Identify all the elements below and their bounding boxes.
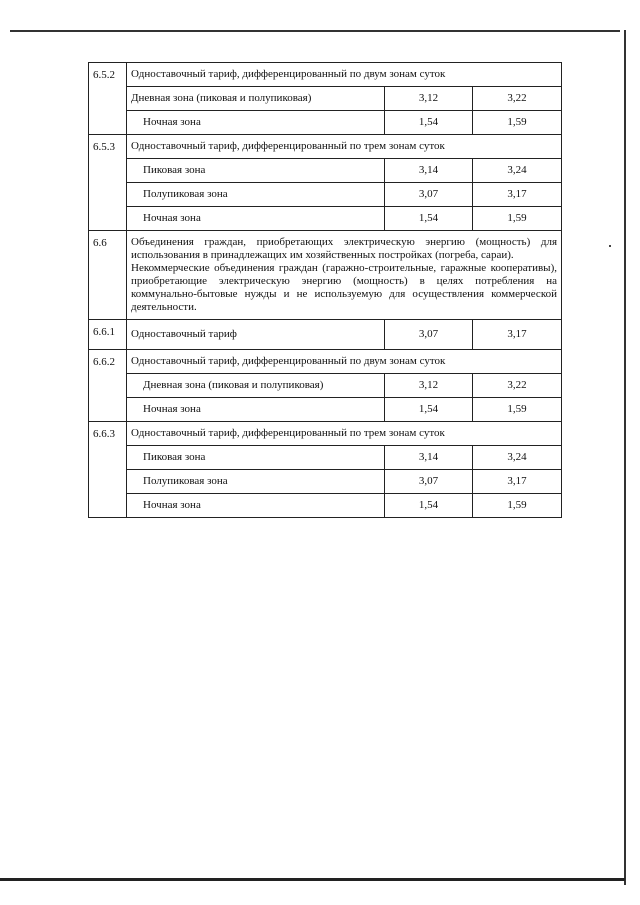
table-row [89,207,562,231]
tariff-value-first-half: 1,54 [385,111,473,135]
tariff-value-first-half: 3,14 [385,159,473,183]
item-number: 6.6.3 [89,422,127,518]
tariff-value-second-half: 1,59 [473,398,562,422]
table-row [89,494,562,518]
tariff-value-second-half: 3,24 [473,446,562,470]
tariff-value-first-half: 3,12 [385,87,473,111]
tariff-value-first-half: 3,07 [385,183,473,207]
table-row [89,135,562,159]
table-row [89,446,562,470]
section-heading: Одноставочный тариф, дифференцированный по трем зонам суток [127,135,562,159]
section-heading: Одноставочный тариф, дифференцированный по трем зонам суток [127,422,562,446]
section-heading: Одноставочный тариф, дифференцированный по двум зонам суток [127,63,562,87]
table-row [89,422,562,446]
tariff-value-second-half: 1,59 [473,207,562,231]
zone-label: Ночная зона [127,207,385,231]
section-heading: Одноставочный тариф, дифференцированный по двум зонам суток [127,350,562,374]
tariff-value-second-half: 3,22 [473,87,562,111]
table-row [89,87,562,111]
zone-label: Ночная зона [127,398,385,422]
tariff-value-first-half: 3,14 [385,446,473,470]
tariff-value-second-half: 3,17 [473,183,562,207]
zone-label: Ночная зона [127,111,385,135]
tariff-value-first-half: 3,12 [385,374,473,398]
tariff-value-first-half: 3,07 [385,470,473,494]
tariff-value-first-half: 1,54 [385,207,473,231]
tariff-value-second-half: 1,59 [473,494,562,518]
tariff-table [88,62,562,518]
table-row [89,63,562,87]
zone-label: Полупиковая зона [127,470,385,494]
tariff-value-second-half: 3,17 [473,470,562,494]
table-row [89,231,562,320]
tariff-label: Одноставочный тариф [127,320,385,350]
scan-border-bottom [0,878,625,881]
description-paragraph: Некоммерческие объединения граждан (гаражно-строительные, гаражные кооперативы), приобретающие электрическую энергию (мощность) в целях потребления на коммунально-бытовые нужды и не используемую для осуществления коммерческой деятельности. [131,262,557,313]
tariff-value-second-half: 1,59 [473,111,562,135]
tariff-value-first-half: 1,54 [385,494,473,518]
description-paragraph: Объединения граждан, приобретающих электрическую энергию (мощность) для использования в принадлежащих им хозяйственных постройках (погреба, сараи). [131,236,557,261]
table-row [89,398,562,422]
table-row [89,320,562,350]
zone-label: Пиковая зона [127,446,385,470]
item-number: 6.5.3 [89,135,127,231]
table-row [89,350,562,374]
table-row [89,470,562,494]
item-number: 6.5.2 [89,63,127,135]
table-row [89,374,562,398]
zone-label: Пиковая зона [127,159,385,183]
table-row [89,111,562,135]
item-number: 6.6.2 [89,350,127,422]
scan-border-top [10,30,620,32]
tariff-value-first-half: 3,07 [385,320,473,350]
table-row [89,183,562,207]
tariff-value-second-half: 3,24 [473,159,562,183]
scan-speck [609,245,611,247]
table-row [89,159,562,183]
zone-label: Полупиковая зона [127,183,385,207]
tariff-value-second-half: 3,17 [473,320,562,350]
item-number: 6.6.1 [89,320,127,350]
consumer-group-description [127,231,562,320]
tariff-value-second-half: 3,22 [473,374,562,398]
scan-border-right [624,30,626,885]
zone-label: Дневная зона (пиковая и полупиковая) [127,87,385,111]
zone-label: Дневная зона (пиковая и полупиковая) [127,374,385,398]
item-number: 6.6 [89,231,127,320]
tariff-value-first-half: 1,54 [385,398,473,422]
zone-label: Ночная зона [127,494,385,518]
